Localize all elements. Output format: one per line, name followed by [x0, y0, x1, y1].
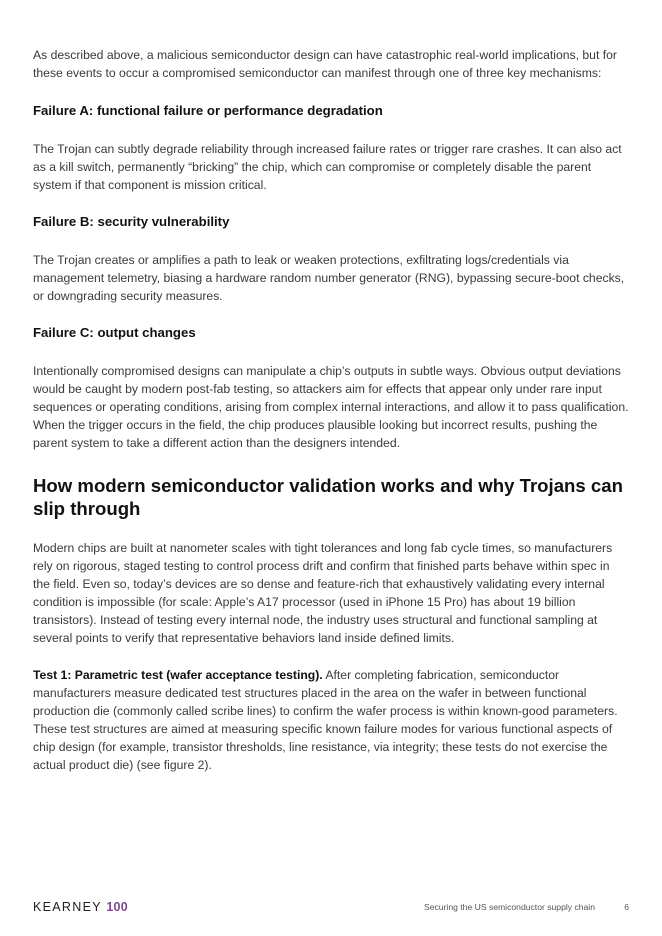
logo-wordmark: KEARNEY [33, 900, 102, 914]
test-1-lead: Test 1: Parametric test (wafer acceptance testing). [33, 668, 323, 682]
page-number: 6 [624, 902, 629, 912]
failure-a-heading: Failure A: functional failure or performance degradation [33, 103, 383, 118]
test-1-paragraph [33, 666, 629, 774]
page-footer [33, 899, 629, 917]
kearney-logo [33, 900, 128, 914]
section-body: Modern chips are built at nanometer scales with tight tolerances and long fab cycle times, so manufacturers rely on rigorous, staged testing to control process drift and confirm that finished parts behave within spec in the field. Even so, today’s devices are so dense and feature-rich that exhaustively validating every internal condition is impossible (for scale: Apple’s A17 processor (used in iPhone 15 Pro) has about 19 billion transistors). Instead of testing every internal node, the industry uses structural and functional sampling at several points to verify that representative behaviors land inside defined limits. [33, 541, 613, 645]
failure-c-heading: Failure C: output changes [33, 325, 196, 340]
failure-b-body: The Trojan creates or amplifies a path to leak or weaken protections, exfiltrating logs/credentials via management telemetry, biasing a hardware random number generator (RNG), bypassing secure-boot checks, or downgrading security measures. [33, 253, 625, 303]
document-page [33, 46, 629, 774]
logo-100-mark: 100 [106, 900, 128, 914]
failure-a-body: The Trojan can subtly degrade reliability through increased failure rates or trigger rare crashes. It can also act as a kill switch, permanently “bricking” the chip, which can compromise or completely disable the parent system if that component is mission critical. [33, 142, 622, 192]
intro-paragraph: As described above, a malicious semiconductor design can have catastrophic real-world implications, but for these events to occur a compromised semiconductor can manifest through one of three key mechanisms: [33, 48, 617, 80]
section-heading: How modern semiconductor validation works and why Trojans can slip through [33, 475, 623, 519]
failure-b-heading: Failure B: security vulnerability [33, 214, 230, 229]
footer-document-title: Securing the US semiconductor supply chain [423, 902, 595, 912]
failure-c-body: Intentionally compromised designs can manipulate a chip’s outputs in subtle ways. Obvious output deviations would be caught by modern post-fab testing, so attackers aim for effects that appear only under rare input sequences or operating conditions, arising from complex internal interactions, and allow it to pass qualification. When the trigger occurs in the field, the chip produces plausible looking but incorrect results, pushing the parent system to take a different action than the designers intended. [33, 364, 629, 450]
test-1-body: After completing fabrication, semiconductor manufacturers measure dedicated test structures placed in the area on the wafer in between functional production die (commonly called scribe lines) to confirm the wafer process is within known-good parameters. These test structures are aimed at measuring specific known failure modes for various functional aspects of chip design (for example, transistor thresholds, line resistance, via integrity; these tests do not exercise the actual product die) (see figure 2). [33, 668, 618, 772]
